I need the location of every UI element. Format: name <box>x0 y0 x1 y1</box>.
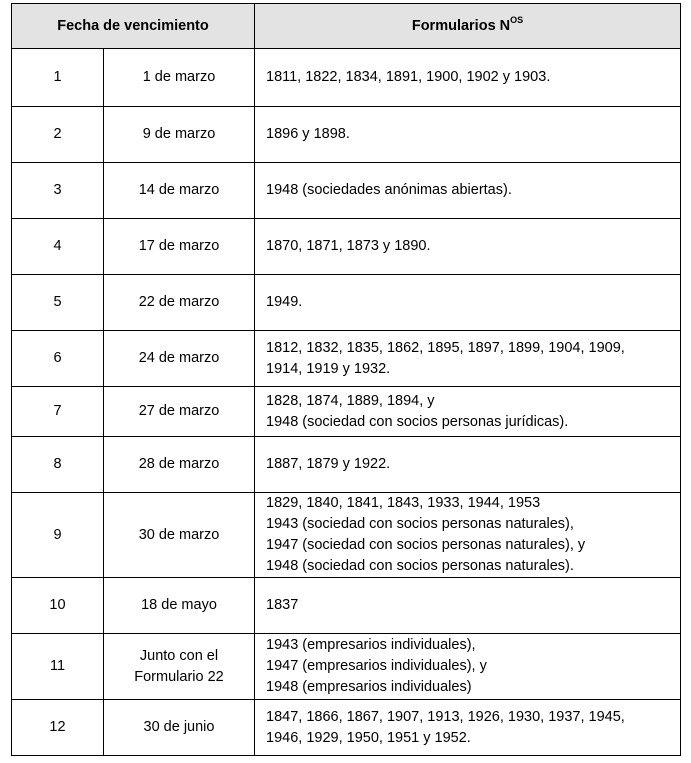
forms-text: 1947 (sociedad con socios personas naturales), y <box>266 537 586 553</box>
due-date-text: 18 de mayo <box>141 597 217 613</box>
table-row <box>12 700 681 756</box>
forms-cell <box>255 107 681 163</box>
forms-text: 1943 (empresarios individuales), <box>266 637 476 653</box>
row-number: 6 <box>12 331 104 387</box>
forms-text: 1948 (sociedad con socios personas naturales). <box>266 558 574 574</box>
due-date-cell <box>104 437 255 493</box>
forms-text: 1946, 1929, 1950, 1951 y 1952. <box>266 729 471 746</box>
forms-cell <box>255 219 681 275</box>
forms-cell <box>255 437 681 493</box>
forms-header-superscript: OS <box>510 14 524 25</box>
due-date-cell <box>104 331 255 387</box>
row-number: 7 <box>12 387 104 437</box>
due-date-text: 17 de marzo <box>138 238 220 254</box>
due-date-cell <box>104 700 255 756</box>
forms-cell <box>255 634 681 700</box>
forms-text: 1828, 1874, 1889, 1894, y <box>266 392 435 409</box>
table-row <box>12 49 681 107</box>
due-date-cell <box>104 275 255 331</box>
table-row <box>12 331 681 387</box>
due-date-text: 24 de marzo <box>138 350 220 366</box>
row-number: 12 <box>12 700 104 756</box>
row-number: 3 <box>12 163 104 219</box>
due-date-text: 9 de marzo <box>142 126 216 142</box>
due-date-cell <box>104 163 255 219</box>
forms-text: 1812, 1832, 1835, 1862, 1895, 1897, 1899, 1904, 1909, <box>266 339 625 356</box>
forms-cell <box>255 163 681 219</box>
due-date-text: Junto con el <box>139 647 219 664</box>
forms-text: 1949. <box>266 294 303 310</box>
forms-text: 1887, 1879 y 1922. <box>266 456 391 472</box>
forms-cell <box>255 331 681 387</box>
due-date-cell <box>104 493 255 578</box>
table-row <box>12 275 681 331</box>
forms-text: 1896 y 1898. <box>266 126 350 142</box>
due-date-header: Fecha de vencimiento <box>12 4 255 49</box>
table-row <box>12 493 681 578</box>
due-date-text: 1 de marzo <box>142 69 216 85</box>
table-header-row <box>12 4 681 49</box>
table-row <box>12 107 681 163</box>
row-number: 1 <box>12 49 104 107</box>
table-row <box>12 437 681 493</box>
due-date-cell <box>104 219 255 275</box>
forms-header-label: Formularios N <box>411 17 511 34</box>
due-date-cell <box>104 578 255 634</box>
row-number: 2 <box>12 107 104 163</box>
due-date-cell <box>104 107 255 163</box>
forms-cell <box>255 493 681 578</box>
due-date-text: 30 de junio <box>143 719 215 735</box>
table-row <box>12 578 681 634</box>
forms-text: 1948 (empresarios individuales) <box>266 679 472 695</box>
due-date-text: 30 de marzo <box>138 526 220 543</box>
table-row <box>12 163 681 219</box>
table-row <box>12 219 681 275</box>
forms-text: 1914, 1919 y 1932. <box>266 360 391 377</box>
table-row <box>12 387 681 437</box>
forms-cell <box>255 275 681 331</box>
due-date-text: 27 de marzo <box>138 403 220 419</box>
forms-cell <box>255 49 681 107</box>
forms-text: 1948 (sociedad con socios personas jurídicas). <box>266 413 569 430</box>
due-date-text: 28 de marzo <box>138 456 220 472</box>
forms-text: 1847, 1866, 1867, 1907, 1913, 1926, 1930, 1937, 1945, <box>266 708 625 725</box>
forms-header <box>255 4 681 49</box>
due-date-text: Formulario 22 <box>134 668 224 685</box>
forms-cell <box>255 578 681 634</box>
row-number: 10 <box>12 578 104 634</box>
forms-text: 1837 <box>266 597 299 613</box>
forms-cell <box>255 387 681 437</box>
row-number: 9 <box>12 493 104 578</box>
forms-cell <box>255 700 681 756</box>
forms-text: 1943 (sociedad con socios personas naturales), <box>266 516 574 532</box>
forms-text: 1870, 1871, 1873 y 1890. <box>266 238 431 254</box>
due-date-cell <box>104 387 255 437</box>
row-number: 4 <box>12 219 104 275</box>
forms-text: 1811, 1822, 1834, 1891, 1900, 1902 y 1903. <box>266 69 551 85</box>
due-date-text: 14 de marzo <box>138 182 220 198</box>
forms-text: 1948 (sociedades anónimas abiertas). <box>266 182 512 198</box>
row-number: 5 <box>12 275 104 331</box>
forms-text: 1947 (empresarios individuales), y <box>266 658 487 674</box>
due-date-text: 22 de marzo <box>138 294 220 310</box>
due-date-cell <box>104 49 255 107</box>
due-dates-table <box>11 3 681 756</box>
table-row <box>12 634 681 700</box>
row-number: 8 <box>12 437 104 493</box>
row-number: 11 <box>12 634 104 700</box>
forms-text: 1829, 1840, 1841, 1843, 1933, 1944, 1953 <box>266 495 541 511</box>
due-date-cell <box>104 634 255 700</box>
